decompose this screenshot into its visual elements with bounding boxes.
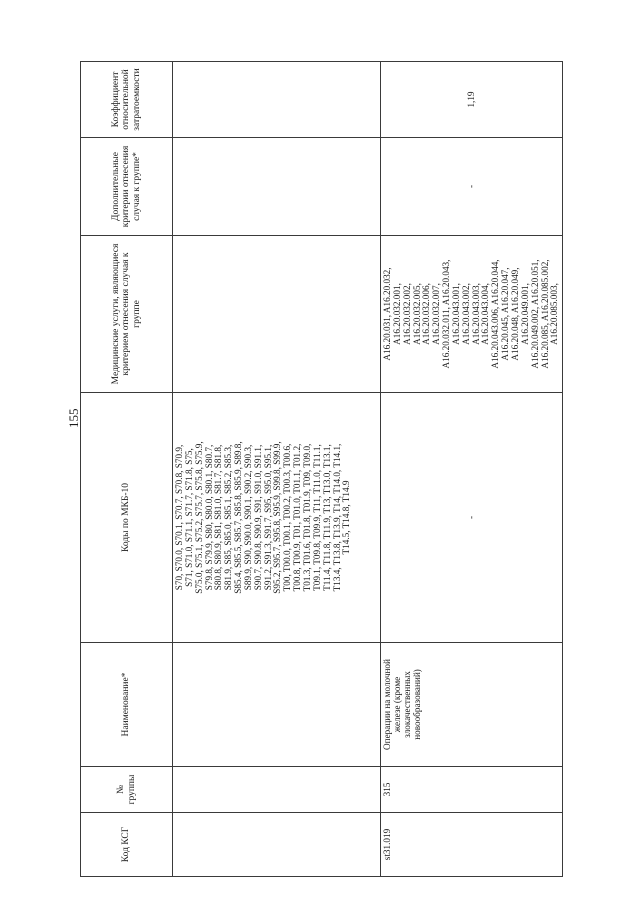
mkb-code-line: S91.2, S91.3, S91.7, S95, S95.0, S95.1, [262,444,273,591]
mkb-code-line: S75.0, S75.1, S75.2, S75.7, S75.8, S75.9, [193,441,204,594]
service-code-line: A16.20.043.002, [460,283,471,345]
service-code-line: A16.20.043.004, [480,283,491,345]
service-code-line: A16.20.085.003, [549,283,560,345]
service-code-line: A16.20.048, A16.20.049, [509,267,520,361]
cell-dop-kriterii [173,138,381,236]
header-row [81,62,173,877]
mkb-code-line: T09.1, T09.8, T09.9, T11, T11.0, T11.1, [311,444,322,591]
service-code-line: A16.20.032.007, [431,283,442,345]
mkb-code-line: S89.9, S90, S90.0, S90.1, S90.2, S90.3, [242,444,253,591]
cell-koefficient: 1,19 [381,62,563,138]
cell-kod-ksg [173,813,381,877]
table-row [173,62,381,877]
page-number: 155 [66,408,81,428]
service-code-line: A16.20.032.005, [411,283,422,345]
mkb-code-line: T00.8, T00.9, T01, T01.0, T01.1, T01.2, [292,443,303,592]
mkb-code-line: T13.4, T13.8, T13.9, T14, T14.0, T14.1, [331,443,342,592]
header-med-uslugi: Медицинские услуги, являющиеся критерием отнесения случая к группе [81,236,173,393]
ksg-table [80,61,563,877]
cell-kod-ksg: st31.019 [381,813,563,877]
service-code-line: A16.20.032.011, A16.20.043, [441,259,452,369]
group-name-line: Операции на молочной [382,659,392,750]
header-kody-mkb: Коды по МКБ-10 [81,393,173,643]
cell-med-uslugi [173,236,381,393]
mkb-code-line: T11.4, T11.8, T11.9, T13, T13.0, T13.1, [321,444,332,591]
mkb-code-line: S90.7, S90.8, S90.9, S91, S91.0, S91.1, [252,444,263,591]
mkb-code-line: T00, T00.0, T00.1, T00.2, T00.3, T00.6, [282,443,293,592]
cell-naimenovanie [381,643,563,767]
mkb-code-line: T14.5, T14.8, T14.9 [341,480,352,555]
cell-nomer-gruppy [173,767,381,813]
cell-koefficient [173,62,381,138]
service-code-line: A16.20.085, A16.20.085.002, [539,259,550,369]
service-code-line: A16.20.043.006, A16.20.044, [490,259,501,369]
service-code-line: A16.20.049.001, [519,283,530,345]
cell-kody-mkb: - [381,393,563,643]
group-name-line: злокачественных [401,671,412,738]
service-code-line: A16.20.043.001, [450,283,461,345]
service-code-line: A16.20.032.002, [401,283,412,345]
group-name-line: новообразований) [411,669,422,740]
mkb-code-line: S80.8, S80.9, S81, S81.0, S81.7, S81.8, [213,444,224,591]
service-code-line: A16.20.049.002, A16.20.051, [529,259,540,369]
mkb-code-line: S85.4, S85.5, S85.7, S85.8, S85.9, S89.8, [233,441,244,594]
header-naimenovanie: Наименование* [81,643,173,767]
header-dop-kriterii: Дополнительные критерии отнесения случая к группе* [81,138,173,236]
service-code-line: A16.20.045, A16.20.047, [500,267,511,361]
service-code-line: A16.20.031, A16.20.032, [382,267,392,361]
rotated-table-container [80,62,560,877]
mkb-code-line: T01.3, T01.6, T01.8, T01.9, T09, T09.0, [301,443,312,592]
mkb-code-line: S71, S71.0, S71.1, S71.7, S71.8, S75, [183,448,194,587]
header-kod-ksg: Код КСГ [81,813,173,877]
cell-naimenovanie [173,643,381,767]
mkb-code-line: S95.2, S95.7, S95.8, S95.9, S99.8, S99.9, [272,441,283,594]
cell-dop-kriterii: - [381,138,563,236]
group-name [383,646,422,763]
service-code-line: A16.20.043.003, [470,283,481,345]
mkb-code-list [175,396,352,639]
table-row [381,62,563,877]
header-koefficient: Коэффициент относительной затратоемкости [81,62,173,138]
mkb-code-line: S79.8, S79.9, S80, S80.0, S80.1, S80.7, [203,444,214,591]
service-code-list [383,239,560,389]
service-code-line: A16.20.032.006, [421,283,432,345]
service-code-line: A16.20.032.001, [391,283,402,345]
header-nomer-gruppy: № группы [81,767,173,813]
mkb-code-line: S70, S70.0, S70.1, S70.7, S70.8, S70.9, [174,444,184,591]
group-name-line: железе (кроме [391,676,402,733]
cell-med-uslugi [381,236,563,393]
cell-nomer-gruppy: 315 [381,767,563,813]
cell-kody-mkb [173,393,381,643]
mkb-code-line: S81.9, S85, S85.0, S85.1, S85.2, S85.3, [223,444,234,591]
